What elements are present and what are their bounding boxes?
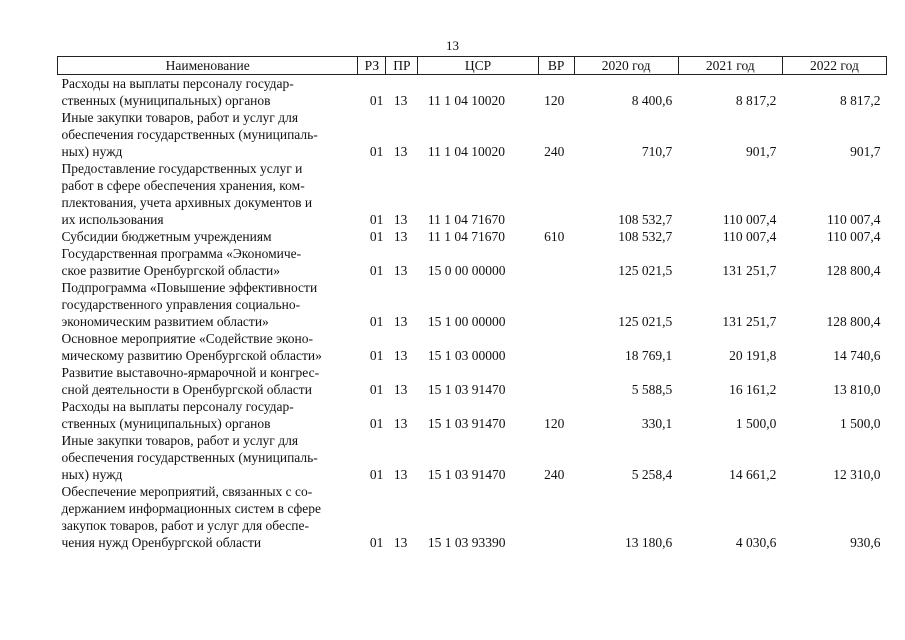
row-name: [58, 245, 358, 279]
row-2022: 930,6: [850, 535, 881, 550]
row-vr: [538, 364, 574, 398]
row-vr: [538, 483, 574, 551]
header-rz: РЗ: [358, 57, 386, 75]
row-2022: 12 310,0: [833, 467, 881, 482]
row-name-line: ственных (муниципальных) органов: [61, 93, 271, 108]
row-name-line: Предоставление государственных услуг и: [61, 161, 303, 176]
row-pr: 13: [393, 93, 408, 108]
row-name: [58, 330, 358, 364]
row-pr: 13: [393, 535, 408, 550]
row-csr: 15 1 03 00000: [427, 348, 506, 363]
row-csr: 15 1 03 93390: [427, 535, 506, 550]
row-2020: 108 532,7: [618, 229, 673, 244]
header-name: Наименование: [58, 57, 358, 75]
row-name-line: ных) нужд: [61, 144, 123, 159]
row-2021: 14 661,2: [729, 467, 777, 482]
row-2021: 131 251,7: [722, 263, 777, 278]
row-name-line: обеспечения государственных (муниципаль-: [61, 450, 318, 465]
row-name: [58, 279, 358, 330]
row-rz: 01: [369, 212, 384, 227]
table-row: [58, 160, 887, 228]
row-csr: 15 1 03 91470: [427, 467, 506, 482]
header-2020: 2020 год: [574, 57, 678, 75]
row-vr: [538, 330, 574, 364]
row-pr: 13: [393, 229, 408, 244]
row-rz: 01: [369, 314, 384, 329]
row-csr: 11 1 04 71670: [427, 229, 506, 244]
row-2022: 128 800,4: [826, 263, 881, 278]
row-vr: 240: [544, 144, 565, 159]
row-2022: 110 007,4: [827, 229, 881, 244]
row-csr: 15 0 00 00000: [427, 263, 506, 278]
row-vr: 120: [544, 416, 565, 431]
table-row: [58, 432, 887, 483]
row-name-line: ственных (муниципальных) органов: [61, 416, 271, 431]
row-2020: 18 769,1: [624, 348, 673, 363]
row-2021: 8 817,2: [735, 93, 777, 108]
row-2021: 1 500,0: [735, 416, 777, 431]
row-name-line: плектования, учета архивных документов и: [61, 195, 313, 210]
row-name-line: держанием информационных систем в сфере: [61, 501, 321, 516]
row-2021: 20 191,8: [729, 348, 777, 363]
row-pr: 13: [393, 416, 408, 431]
table-row: [58, 228, 887, 245]
header-pr: ПР: [386, 57, 418, 75]
row-csr: 15 1 00 00000: [427, 314, 506, 329]
row-rz: 01: [369, 348, 384, 363]
row-name-line: Расходы на выплаты персоналу государ-: [61, 399, 294, 414]
row-2021: 4 030,6: [735, 535, 777, 550]
row-name: [58, 432, 358, 483]
row-csr: 11 1 04 10020: [427, 144, 506, 159]
row-2022: 14 740,6: [833, 348, 881, 363]
row-vr: [538, 245, 574, 279]
row-2021: 901,7: [745, 144, 777, 159]
row-name: [58, 483, 358, 551]
row-2021: 16 161,2: [729, 382, 777, 397]
budget-table: [57, 56, 887, 551]
table-row: [58, 364, 887, 398]
row-name-line: Развитие выставочно-ярмарочной и конгрес-: [61, 365, 320, 380]
header-csr: ЦСР: [418, 57, 538, 75]
table-body: [58, 75, 887, 552]
row-name-line: мическому развитию Оренбургской области»: [61, 348, 322, 363]
page-number: 13: [446, 38, 459, 53]
row-2022: 8 817,2: [840, 93, 881, 108]
row-2020: 5 258,4: [631, 467, 673, 482]
row-name: [58, 160, 358, 228]
row-name: [58, 364, 358, 398]
table-row: [58, 330, 887, 364]
row-pr: 13: [393, 263, 408, 278]
table-row: [58, 279, 887, 330]
row-name-line: обеспечения государственных (муниципаль-: [61, 127, 318, 142]
row-pr: 13: [393, 467, 408, 482]
row-name-line: Подпрограмма «Повышение эффективности: [61, 280, 318, 295]
row-2022: 128 800,4: [826, 314, 881, 329]
row-name-line: чения нужд Оренбургской области: [61, 535, 262, 550]
row-name: [58, 109, 358, 160]
row-name-line: Государственная программа «Экономиче-: [61, 246, 302, 261]
row-2022: 110 007,4: [827, 212, 881, 227]
row-2020: 125 021,5: [618, 314, 673, 329]
row-2020: 13 180,6: [624, 535, 673, 550]
row-pr: 13: [393, 348, 408, 363]
table-row: [58, 483, 887, 551]
row-2022: 13 810,0: [833, 382, 881, 397]
row-2021: 110 007,4: [722, 212, 777, 227]
row-pr: 13: [393, 212, 408, 227]
row-rz: 01: [369, 382, 384, 397]
row-2022: 901,7: [850, 144, 881, 159]
table-header: [58, 57, 887, 75]
row-rz: 01: [369, 416, 384, 431]
row-name-line: ское развитие Оренбургской области»: [61, 263, 281, 278]
row-rz: 01: [369, 467, 384, 482]
row-name-line: закупок товаров, работ и услуг для обеспе-: [61, 518, 309, 533]
row-2020: 8 400,6: [631, 93, 673, 108]
row-name: [58, 398, 358, 432]
row-name-line: их использования: [61, 212, 164, 227]
row-2020: 5 588,5: [631, 382, 673, 397]
row-name-line: сной деятельности в Оренбургской области: [61, 382, 312, 397]
row-2021: 110 007,4: [722, 229, 777, 244]
row-vr: 610: [544, 229, 565, 244]
row-rz: 01: [369, 535, 384, 550]
row-vr: [538, 279, 574, 330]
row-2022: 1 500,0: [840, 416, 881, 431]
row-name-line: Обеспечение мероприятий, связанных с со-: [61, 484, 313, 499]
table-row: [58, 398, 887, 432]
table-row: [58, 109, 887, 160]
row-name-line: Субсидии бюджетным учреждениям: [61, 229, 272, 244]
row-name-line: экономическим развитием области»: [61, 314, 269, 329]
row-name-line: Расходы на выплаты персоналу государ-: [61, 76, 294, 91]
row-pr: 13: [393, 144, 408, 159]
header-2021: 2021 год: [678, 57, 782, 75]
row-2020: 330,1: [641, 416, 673, 431]
row-name-line: Иные закупки товаров, работ и услуг для: [61, 110, 299, 125]
table-row: [58, 75, 887, 110]
row-name-line: Основное мероприятие «Содействие эконо-: [61, 331, 313, 346]
table-row: [58, 245, 887, 279]
row-pr: 13: [393, 382, 408, 397]
header-vr: ВР: [538, 57, 574, 75]
row-name-line: ных) нужд: [61, 467, 123, 482]
row-rz: 01: [369, 93, 384, 108]
row-2021: 131 251,7: [722, 314, 777, 329]
row-csr: 11 1 04 10020: [427, 93, 506, 108]
row-rz: 01: [369, 263, 384, 278]
row-name-line: государственного управления социально-: [61, 297, 301, 312]
row-csr: 15 1 03 91470: [427, 382, 506, 397]
row-csr: 15 1 03 91470: [427, 416, 506, 431]
row-2020: 108 532,7: [618, 212, 673, 227]
row-pr: 13: [393, 314, 408, 329]
row-2020: 710,7: [641, 144, 673, 159]
row-vr: [538, 160, 574, 228]
row-rz: 01: [369, 144, 384, 159]
row-name-line: работ в сфере обеспечения хранения, ком-: [61, 178, 305, 193]
row-name: [58, 228, 358, 245]
row-csr: 11 1 04 71670: [427, 212, 506, 227]
row-2020: 125 021,5: [618, 263, 673, 278]
header-2022: 2022 год: [782, 57, 886, 75]
row-rz: 01: [369, 229, 384, 244]
row-name: [58, 75, 358, 110]
row-name-line: Иные закупки товаров, работ и услуг для: [61, 433, 299, 448]
row-vr: 240: [544, 467, 565, 482]
row-vr: 120: [544, 93, 565, 108]
